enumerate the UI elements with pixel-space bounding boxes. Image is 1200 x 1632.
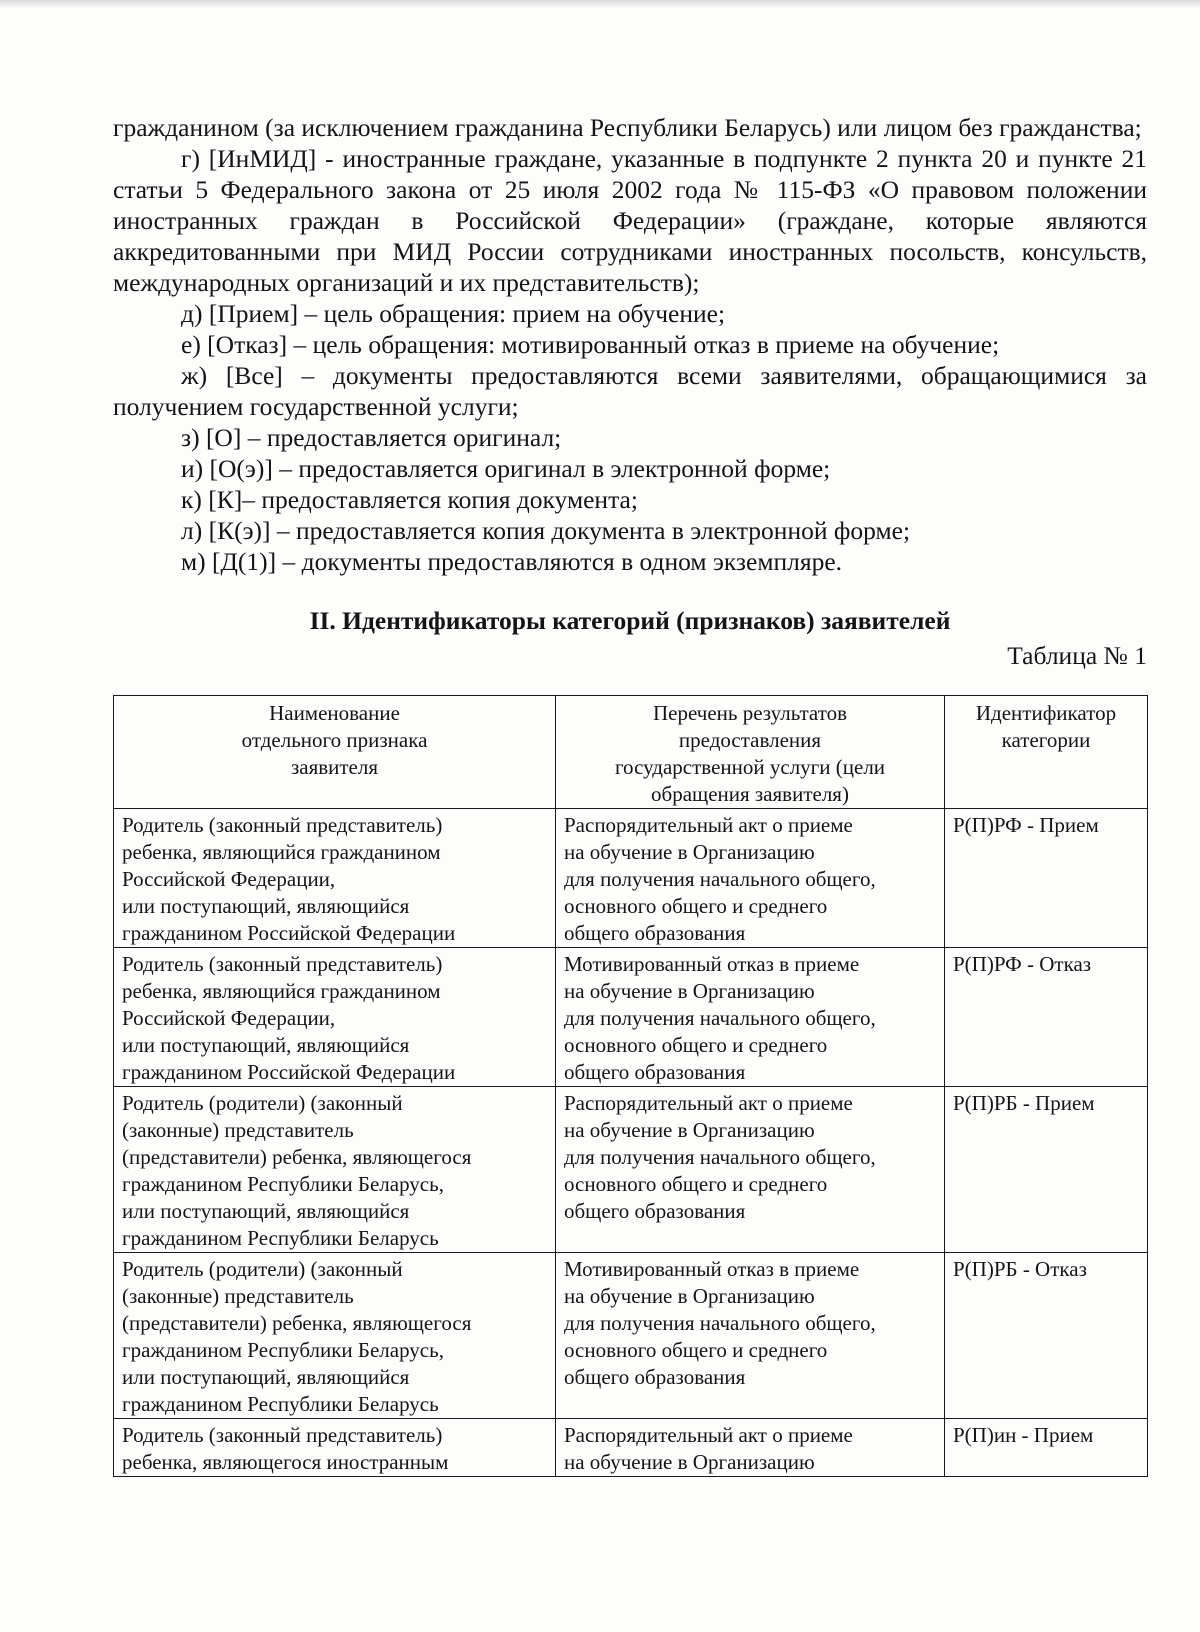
cell-text-line: на обучение в Организацию [564,1118,815,1142]
paragraph-z-o: з) [О] – предоставляется оригинал; [181,423,562,452]
cell-result [556,809,945,948]
cell-text-line: или поступающий, являющийся [122,1199,410,1223]
cell-category-id: Р(П)РФ - Отказ [945,948,1148,1087]
table-row [114,809,1148,948]
table-row [114,1253,1148,1419]
cell-text-line: на обучение в Организацию [564,1450,815,1474]
cell-text-line: Родитель (законный представитель) [122,952,443,976]
cell-text-line: основного общего и среднего [564,1033,828,1057]
cell-category-id: Р(П)РБ - Прием [945,1087,1148,1253]
paragraph-d-priem: д) [Прием] – цель обращения: прием на обучение; [181,299,726,328]
cell-category-id: Р(П)РБ - Отказ [945,1253,1148,1419]
section-title: II. Идентификаторы категорий (признаков) заявителей [309,606,951,635]
cell-text-line: основного общего и среднего [564,894,828,918]
cell-text-line: Мотивированный отказ в приеме [564,952,860,976]
cell-result [556,1253,945,1419]
cell-text-line: Распорядительный акт о приеме [564,813,853,837]
cell-text-line: Распорядительный акт о приеме [564,1091,853,1115]
cell-applicant-feature [114,809,556,948]
cell-text-line: ребенка, являющегося иностранным [122,1450,449,1474]
table-row [114,1087,1148,1253]
cell-category-id: Р(П)РФ - Прием [945,809,1148,948]
cell-text-line: (законные) представитель [122,1284,354,1308]
cell-result [556,948,945,1087]
cell-text-line: для получения начального общего, [564,1311,876,1335]
header-text-line: Идентификатор [975,701,1117,725]
cell-text-line: гражданином Республики Беларусь, [122,1172,444,1196]
cell-text-line: Мотивированный отказ в приеме [564,1257,860,1281]
table-header-row [114,696,1148,809]
header-text-line: предоставления [678,728,822,752]
cell-text-line: или поступающий, являющийся [122,1033,410,1057]
paragraph-e-otkaz: е) [Отказ] – цель обращения: мотивированный отказ в приеме на обучение; [181,330,1000,359]
cell-text-line: Российской Федерации, [122,867,336,891]
document-page [113,112,1147,1477]
cell-text-line: Родитель (законный представитель) [122,813,443,837]
cell-text-line: или поступающий, являющийся [122,1365,410,1389]
paragraph-continuation: гражданином (за исключением гражданина Республики Беларусь) или лицом без гражданства; [113,113,1142,142]
header-results-list [556,696,945,809]
header-text-line: Наименование [269,701,400,725]
paragraph-zh-vse: ж) [Все] – документы предоставляются всеми заявителями, обращающимися за получением государственной услуги; [113,361,1147,421]
cell-text-line: Распорядительный акт о приеме [564,1423,853,1447]
applicant-category-table [113,695,1148,1477]
paragraph-i-oe: и) [О(э)] – предоставляется оригинал в электронной форме; [181,454,831,483]
cell-text-line: гражданином Российской Федерации [122,1060,456,1084]
paragraph-m-d1: м) [Д(1)] – документы предоставляются в одном экземпляре. [181,547,843,576]
cell-text-line: гражданином Республики Беларусь, [122,1338,444,1362]
cell-text-line: (представители) ребенка, являющегося [122,1145,472,1169]
cell-result [556,1087,945,1253]
table-row [114,1419,1148,1477]
header-text-line: категории [1001,728,1091,752]
cell-text-line: общего образования [564,1365,746,1389]
cell-applicant-feature [114,1087,556,1253]
cell-applicant-feature [114,1253,556,1419]
cell-text-line: общего образования [564,1060,746,1084]
cell-text-line: гражданином Республики Беларусь [122,1392,439,1416]
cell-text-line: для получения начального общего, [564,1006,876,1030]
header-text-line: Перечень результатов [652,701,848,725]
scan-edge [0,0,1200,8]
header-text-line: обращения заявителя) [651,782,849,806]
paragraph-g-inmid: г) [ИнМИД] - иностранные граждане, указанные в подпункте 2 пункта 20 и пункте 21 статьи 5 Федерального закона от 25 июля 2002 года № 115-ФЗ «О правовом положении иностранных граждан в Российской Федерации» (граждане, которые являются аккредитованными при МИД России сотрудниками иностранных посольств, консульств, международных организаций и их представительств); [113,144,1147,297]
cell-text-line: ребенка, являющийся гражданином [122,979,441,1003]
paragraph-l-ke: л) [К(э)] – предоставляется копия документа в электронной форме; [181,516,911,545]
cell-text-line: Родитель (законный представитель) [122,1423,443,1447]
cell-text-line: основного общего и среднего [564,1338,828,1362]
table-row [114,948,1148,1087]
cell-result [556,1419,945,1477]
cell-applicant-feature [114,948,556,1087]
header-category-id [945,696,1148,809]
cell-text-line: для получения начального общего, [564,1145,876,1169]
cell-text-line: общего образования [564,921,746,945]
cell-text-line: (представители) ребенка, являющегося [122,1311,472,1335]
cell-text-line: общего образования [564,1199,746,1223]
cell-text-line: на обучение в Организацию [564,1284,815,1308]
header-feature-name [114,696,556,809]
cell-text-line: для получения начального общего, [564,867,876,891]
table-label: Таблица № 1 [1007,641,1147,670]
cell-text-line: (законные) представитель [122,1118,354,1142]
cell-text-line: ребенка, являющийся гражданином [122,840,441,864]
cell-category-id: Р(П)ин - Прием [945,1419,1148,1477]
cell-text-line: на обучение в Организацию [564,840,815,864]
cell-text-line: Российской Федерации, [122,1006,336,1030]
cell-text-line: или поступающий, являющийся [122,894,410,918]
cell-text-line: гражданином Российской Федерации [122,921,456,945]
cell-applicant-feature [114,1419,556,1477]
cell-text-line: Родитель (родители) (законный [122,1257,403,1281]
header-text-line: государственной услуги (цели [614,755,886,779]
cell-text-line: основного общего и среднего [564,1172,828,1196]
header-text-line: отдельного признака [241,728,428,752]
paragraph-k-k: к) [К]– предоставляется копия документа; [181,485,638,514]
cell-text-line: Родитель (родители) (законный [122,1091,403,1115]
cell-text-line: гражданином Республики Беларусь [122,1226,439,1250]
header-text-line: заявителя [290,755,379,779]
cell-text-line: на обучение в Организацию [564,979,815,1003]
